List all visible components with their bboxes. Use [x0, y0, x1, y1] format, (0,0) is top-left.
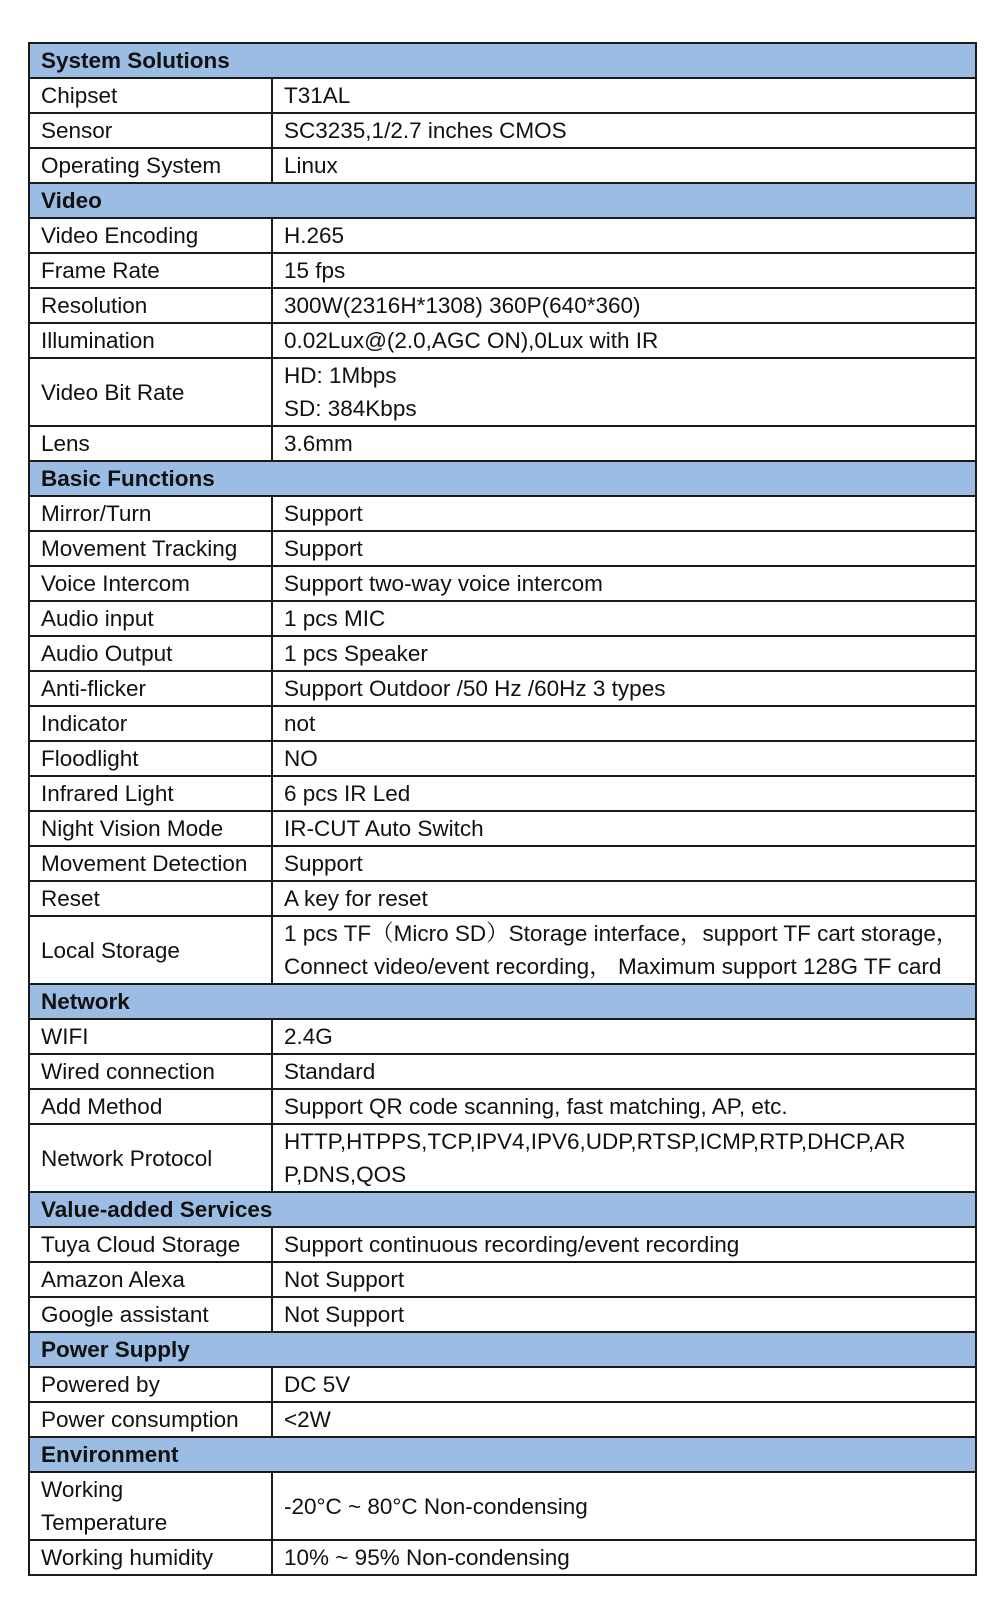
spec-value: HTTP,HTPPS,TCP,IPV4,IPV6,UDP,RTSP,ICMP,RTP,DHCP,AR: [284, 1129, 906, 1154]
spec-value-cell: [272, 1019, 976, 1054]
spec-value: IR-CUT Auto Switch: [284, 816, 484, 841]
table-row: [29, 846, 976, 881]
spec-table: [28, 42, 977, 1576]
spec-value: Support Outdoor /50 Hz /60Hz 3 types: [284, 676, 666, 701]
spec-label-cell: [29, 636, 272, 671]
spec-value: not: [284, 711, 316, 736]
table-row: [29, 426, 976, 461]
table-row: [29, 1124, 976, 1192]
spec-value-cell: [272, 566, 976, 601]
section-header: [29, 1192, 976, 1227]
table-row: [29, 776, 976, 811]
table-row: [29, 916, 976, 984]
table-row: [29, 741, 976, 776]
spec-value-cell: [272, 741, 976, 776]
spec-value: T31AL: [284, 83, 351, 108]
spec-label-cell: [29, 1262, 272, 1297]
spec-value: 3.6mm: [284, 431, 353, 456]
section-header: [29, 461, 976, 496]
spec-value: HD: 1Mbps: [284, 363, 397, 388]
section-title: System Solutions: [29, 43, 976, 78]
spec-label-cell: [29, 323, 272, 358]
spec-label-cell: [29, 1054, 272, 1089]
spec-label-cell: [29, 881, 272, 916]
spec-label: Video Bit Rate: [41, 379, 185, 405]
section-header: [29, 1437, 976, 1472]
spec-value-cell: [272, 531, 976, 566]
spec-value-cell: [272, 1227, 976, 1262]
spec-label: Frame Rate: [41, 258, 160, 283]
spec-label: Movement Detection: [41, 851, 248, 876]
spec-label: Working humidity: [41, 1545, 214, 1570]
spec-value: A key for reset: [284, 886, 428, 911]
spec-value: DC 5V: [284, 1372, 351, 1397]
spec-value-cell: [272, 1124, 976, 1192]
spec-value-cell: [272, 1089, 976, 1124]
spec-label: Powered by: [41, 1372, 160, 1397]
spec-label-cell: [29, 1089, 272, 1124]
spec-value: Not Support: [284, 1302, 405, 1327]
spec-table-body: [29, 43, 976, 1575]
spec-label: Illumination: [41, 328, 155, 353]
spec-label: Audio input: [41, 606, 154, 631]
spec-value: 1 pcs TF（Micro SD）Storage interface，support TF cart storage，: [284, 921, 959, 946]
spec-label: Tuya Cloud Storage: [41, 1232, 241, 1257]
section-title: Environment: [29, 1437, 976, 1472]
spec-label: Temperature: [41, 1510, 168, 1535]
spec-label-cell: [29, 1297, 272, 1332]
table-row: [29, 706, 976, 741]
spec-value-cell: [272, 323, 976, 358]
spec-value: Support QR code scanning, fast matching, AP, etc.: [284, 1094, 788, 1119]
spec-label-cell: [29, 706, 272, 741]
section-header: [29, 1332, 976, 1367]
spec-label: Mirror/Turn: [41, 501, 152, 526]
spec-label: Voice Intercom: [41, 571, 190, 596]
spec-label: Indicator: [41, 711, 128, 736]
spec-label-cell: [29, 776, 272, 811]
spec-label-cell: [29, 531, 272, 566]
spec-label: WIFI: [41, 1024, 89, 1049]
spec-value-cell: [272, 426, 976, 461]
spec-label: Infrared Light: [41, 781, 174, 806]
spec-label-cell: [29, 358, 272, 426]
spec-label: Working: [41, 1477, 124, 1502]
spec-value: NO: [284, 746, 318, 771]
spec-value-cell: [272, 358, 976, 426]
spec-label-cell: [29, 601, 272, 636]
spec-value: SC3235,1/2.7 inches CMOS: [284, 118, 567, 143]
spec-label-cell: [29, 1402, 272, 1437]
table-row: [29, 1367, 976, 1402]
table-row: [29, 1540, 976, 1575]
table-row: [29, 1402, 976, 1437]
spec-value: 6 pcs IR Led: [284, 781, 411, 806]
spec-label-cell: [29, 671, 272, 706]
spec-value-cell: [272, 916, 976, 984]
spec-value-cell: [272, 1367, 976, 1402]
spec-label-cell: [29, 741, 272, 776]
spec-value-cell: [272, 811, 976, 846]
spec-label-cell: [29, 288, 272, 323]
spec-label: Local Storage: [41, 937, 180, 963]
spec-label-cell: [29, 811, 272, 846]
spec-label-cell: [29, 1124, 272, 1192]
spec-value-cell: [272, 113, 976, 148]
spec-value: Support: [284, 536, 363, 561]
table-row: [29, 566, 976, 601]
spec-label: Power consumption: [41, 1407, 239, 1432]
spec-value-cell: [272, 1297, 976, 1332]
spec-value: 1 pcs Speaker: [284, 641, 428, 666]
table-row: [29, 358, 976, 426]
spec-label: Add Method: [41, 1094, 163, 1119]
table-row: [29, 288, 976, 323]
section-title: Value-added Services: [29, 1192, 976, 1227]
spec-value: Connect video/event recording， Maximum support 128G TF card: [284, 954, 942, 979]
spec-value: 10% ~ 95% Non-condensing: [284, 1545, 570, 1570]
table-row: [29, 881, 976, 916]
table-row: [29, 323, 976, 358]
spec-label-cell: [29, 148, 272, 183]
table-row: [29, 811, 976, 846]
spec-label-cell: [29, 253, 272, 288]
table-row: [29, 671, 976, 706]
table-row: [29, 1262, 976, 1297]
spec-value: 15 fps: [284, 258, 346, 283]
spec-label: Audio Output: [41, 641, 173, 666]
spec-value: Standard: [284, 1059, 376, 1084]
spec-value-cell: [272, 78, 976, 113]
spec-value: Not Support: [284, 1267, 405, 1292]
spec-label-cell: [29, 218, 272, 253]
section-header: [29, 183, 976, 218]
spec-label-cell: [29, 113, 272, 148]
spec-value-cell: [272, 1262, 976, 1297]
spec-label: Resolution: [41, 293, 148, 318]
spec-label-cell: [29, 566, 272, 601]
section-title: Network: [29, 984, 976, 1019]
spec-label: Google assistant: [41, 1302, 209, 1327]
spec-value: 0.02Lux@(2.0,AGC ON),0Lux with IR: [284, 328, 659, 353]
spec-value: Support continuous recording/event recording: [284, 1232, 740, 1257]
table-row: [29, 1054, 976, 1089]
spec-label-cell: [29, 1472, 272, 1540]
section-header: [29, 43, 976, 78]
spec-value: -20°C ~ 80°C Non-condensing: [284, 1493, 588, 1519]
spec-label-cell: [29, 78, 272, 113]
spec-label-cell: [29, 846, 272, 881]
spec-label: Movement Tracking: [41, 536, 238, 561]
table-row: [29, 636, 976, 671]
spec-label: Chipset: [41, 83, 118, 108]
spec-value: 1 pcs MIC: [284, 606, 386, 631]
spec-value: Support two-way voice intercom: [284, 571, 603, 596]
spec-label-cell: [29, 426, 272, 461]
table-row: [29, 496, 976, 531]
table-row: [29, 218, 976, 253]
spec-label-cell: [29, 1540, 272, 1575]
section-title: Video: [29, 183, 976, 218]
spec-value-cell: [272, 1402, 976, 1437]
table-row: [29, 1227, 976, 1262]
spec-value-cell: [272, 288, 976, 323]
spec-label: Network Protocol: [41, 1145, 213, 1171]
spec-value-cell: [272, 881, 976, 916]
spec-label: Operating System: [41, 153, 222, 178]
table-row: [29, 1089, 976, 1124]
spec-label-cell: [29, 916, 272, 984]
spec-value-cell: [272, 148, 976, 183]
table-row: [29, 148, 976, 183]
section-title: Basic Functions: [29, 461, 976, 496]
table-row: [29, 531, 976, 566]
table-row: [29, 78, 976, 113]
spec-value-cell: [272, 636, 976, 671]
table-row: [29, 601, 976, 636]
spec-label: Lens: [41, 431, 90, 456]
spec-value-cell: [272, 496, 976, 531]
table-row: [29, 1297, 976, 1332]
spec-label-cell: [29, 1367, 272, 1402]
table-row: [29, 1472, 976, 1540]
spec-label: Sensor: [41, 118, 113, 143]
spec-value-cell: [272, 253, 976, 288]
spec-label: Floodlight: [41, 746, 139, 771]
spec-value-cell: [272, 601, 976, 636]
spec-value: SD: 384Kbps: [284, 396, 417, 421]
table-row: [29, 253, 976, 288]
table-row: [29, 1019, 976, 1054]
spec-value: 2.4G: [284, 1024, 333, 1049]
spec-label: Anti-flicker: [41, 676, 147, 701]
spec-value: <2W: [284, 1407, 331, 1432]
spec-label: Reset: [41, 886, 100, 911]
spec-value-cell: [272, 1540, 976, 1575]
spec-label: Amazon Alexa: [41, 1267, 185, 1292]
spec-value-cell: [272, 706, 976, 741]
spec-value-cell: [272, 1472, 976, 1540]
spec-label: Wired connection: [41, 1059, 215, 1084]
spec-value-cell: [272, 671, 976, 706]
spec-label-cell: [29, 1019, 272, 1054]
spec-label: Video Encoding: [41, 223, 199, 248]
spec-label-cell: [29, 1227, 272, 1262]
spec-value: Support: [284, 851, 363, 876]
spec-value-cell: [272, 218, 976, 253]
section-header: [29, 984, 976, 1019]
spec-value-cell: [272, 776, 976, 811]
spec-value-cell: [272, 1054, 976, 1089]
spec-label: Night Vision Mode: [41, 816, 224, 841]
spec-value: P,DNS,QOS: [284, 1162, 407, 1187]
spec-value: H.265: [284, 223, 345, 248]
spec-value: Support: [284, 501, 363, 526]
spec-label-cell: [29, 496, 272, 531]
spec-value: 300W(2316H*1308) 360P(640*360): [284, 293, 641, 318]
spec-value: Linux: [284, 153, 338, 178]
table-row: [29, 113, 976, 148]
section-title: Power Supply: [29, 1332, 976, 1367]
spec-value-cell: [272, 846, 976, 881]
